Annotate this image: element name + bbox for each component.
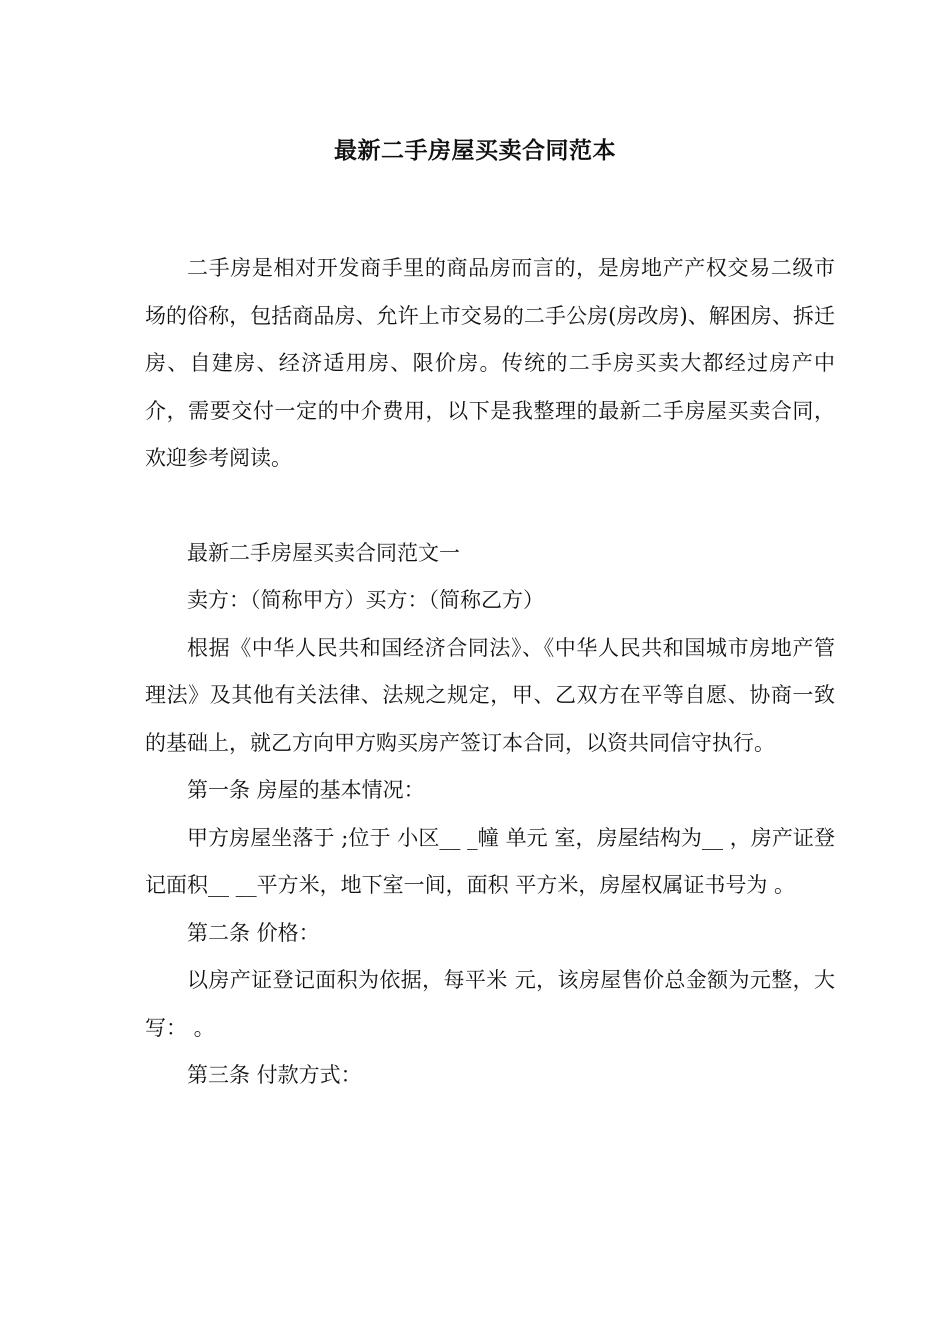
section-title: 最新二手房屋买卖合同范文一 xyxy=(187,540,460,565)
preamble-paragraph: 根据《中华人民共和国经济合同法》、《中华人民共和国城市房地产管理法》及其他有关法律、法规之规定，甲、乙双方在平等自愿、协商一致的基础上，就乙方向甲方购买房产签订本合同，以资共同信守执行。 xyxy=(145,635,835,755)
article1-paragraph: 甲方房屋坐落于 ;位于 小区__ _幢 单元 室，房屋结构为__ ，房产证登记面积__ __平方米，地下室一间，面积 平方米，房屋权属证书号为 。 xyxy=(145,825,835,897)
intro-paragraph: 二手房是相对开发商手里的商品房而言的，是房地产产权交易二级市场的俗称，包括商品房、允许上市交易的二手公房(房改房)、解困房、拆迁房、自建房、经济适用房、限价房。传统的二手房买卖大都经过房产中介，需要交付一定的中介费用，以下是我整理的最新二手房屋买卖合同，欢迎参考阅读。 xyxy=(145,256,835,470)
article2-heading: 第二条 价格： xyxy=(187,920,320,945)
article2-paragraph: 以房产证登记面积为依据，每平米 元，该房屋售价总金额为元整，大写： 。 xyxy=(145,968,835,1040)
article3-heading: 第三条 付款方式： xyxy=(187,1063,362,1087)
document-body xyxy=(145,245,835,1100)
parties-line: 卖方：（简称甲方）买方：（简称乙方） xyxy=(187,588,544,612)
document-title: 最新二手房屋买卖合同范本 xyxy=(334,138,616,164)
article1-heading: 第一条 房屋的基本情况： xyxy=(187,778,425,802)
